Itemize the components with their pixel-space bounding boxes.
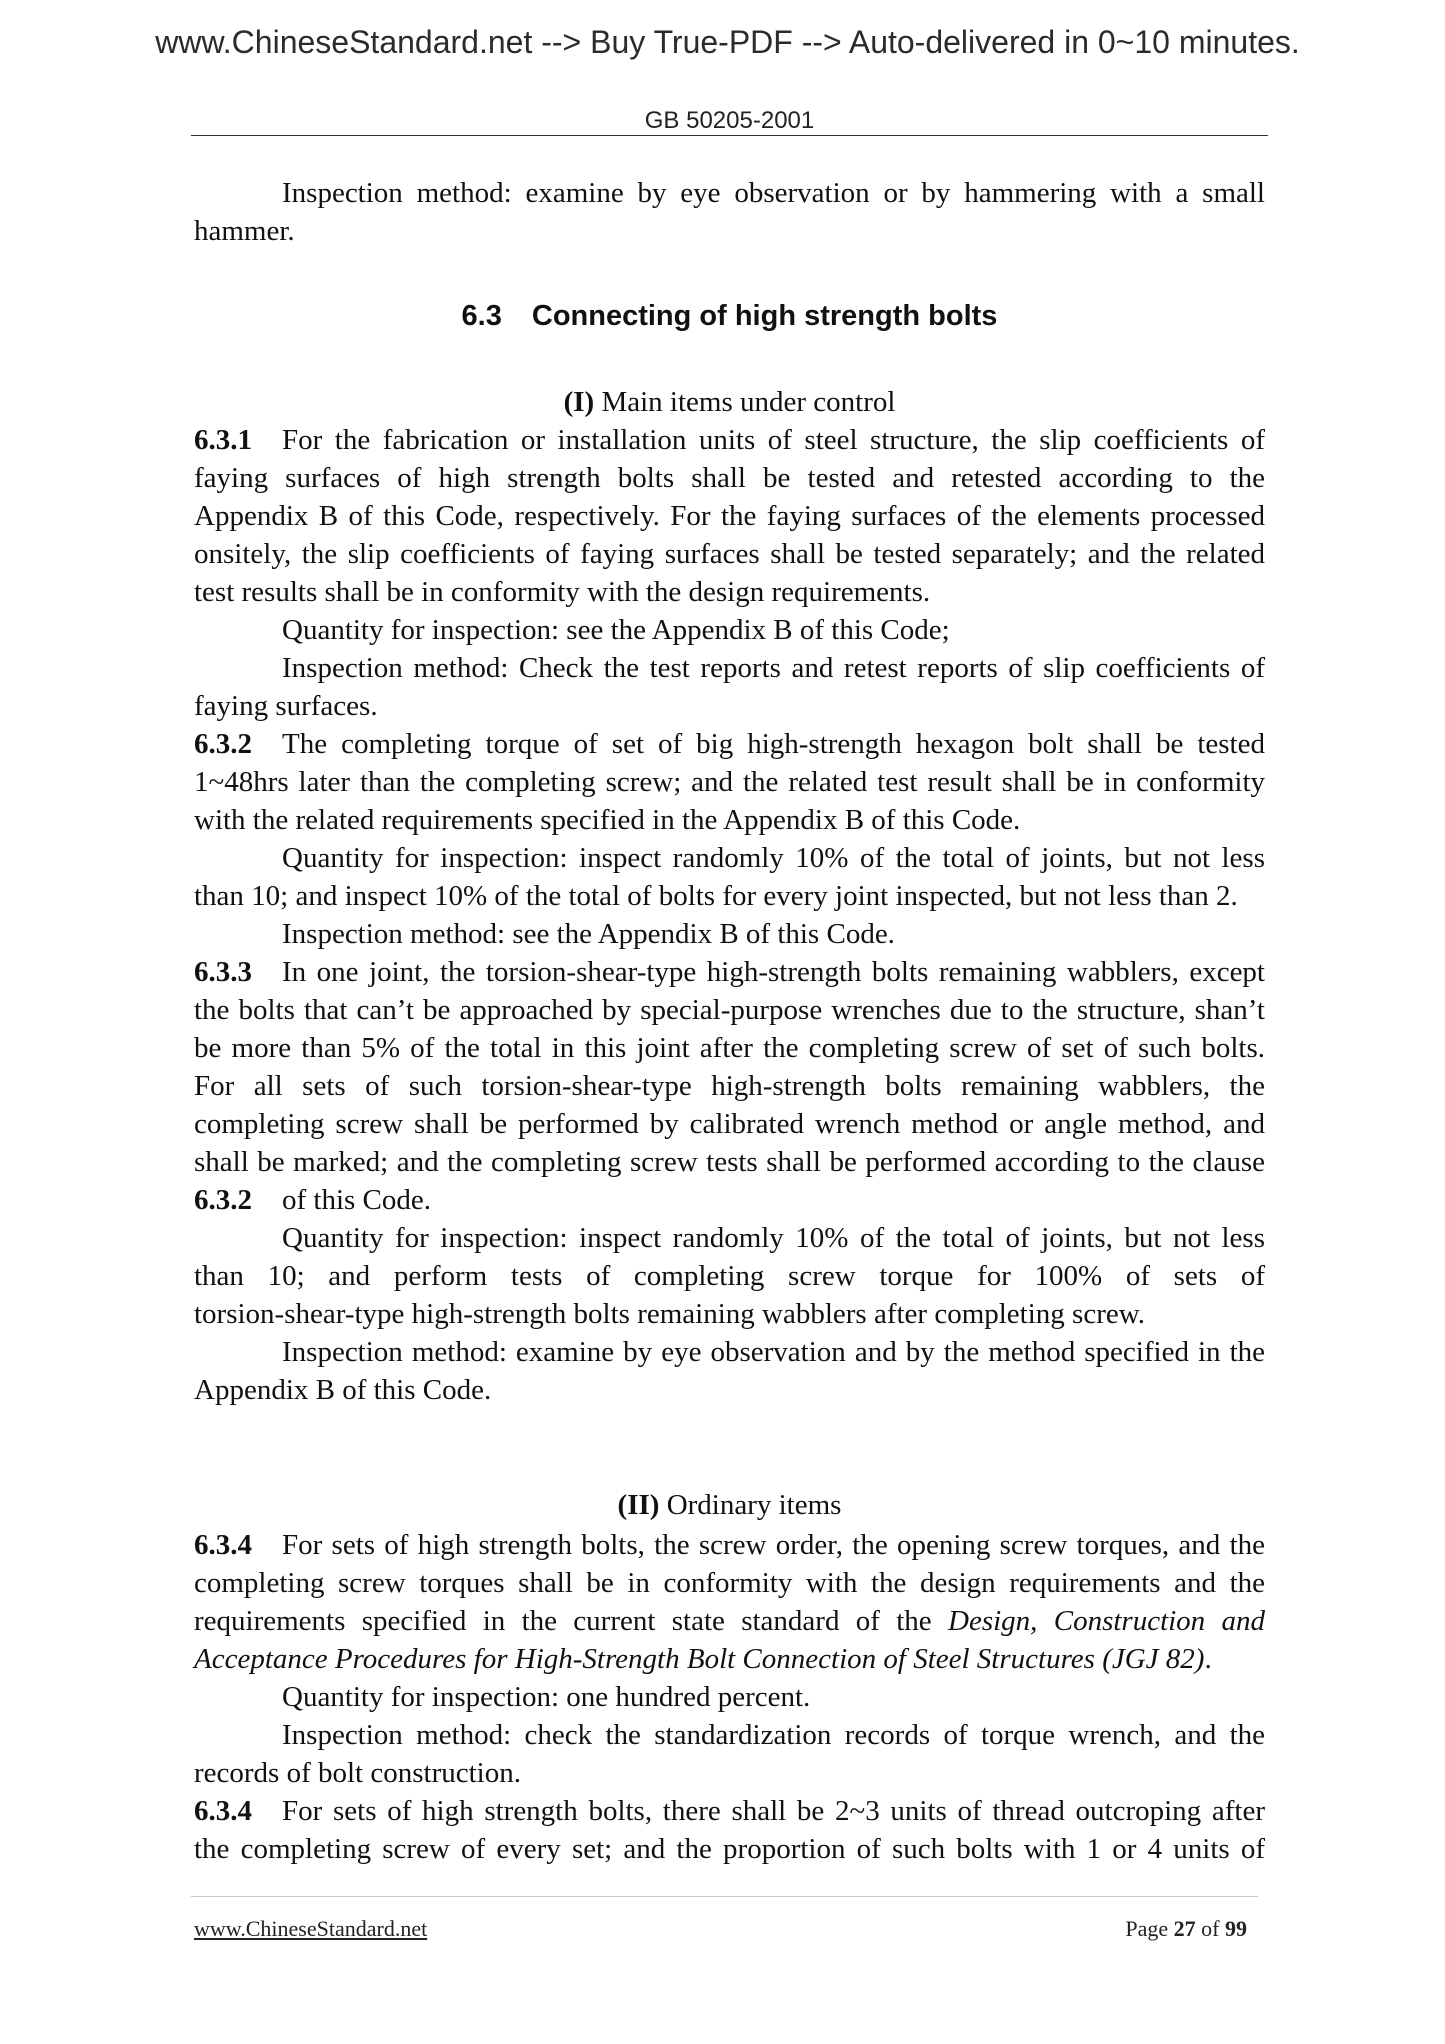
text-line: than 10; and perform tests of completing screw torque for 100% of sets of <box>194 1260 1265 1292</box>
section-heading <box>194 297 1265 335</box>
text-line: records of bolt construction. <box>194 1757 521 1789</box>
text-line: torsion-shear-type high-strength bolts remaining wabblers after completing screw. <box>194 1298 1146 1330</box>
clause-text: In one joint, the torsion-shear-type high-strength bolts remaining wabblers, except <box>282 956 1265 988</box>
inspection-method: Inspection method: see the Appendix B of this Code. <box>282 918 895 950</box>
text-line: test results shall be in conformity with the design requirements. <box>194 576 931 608</box>
inspection-quantity: Quantity for inspection: inspect randomly 10% of the total of joints, but not less <box>282 842 1265 874</box>
clause-first-line <box>194 953 1265 991</box>
inspection-quantity: Quantity for inspection: see the Appendix B of this Code; <box>282 614 950 646</box>
text-line: 1~48hrs later than the completing screw; and the related test result shall be in conformity <box>194 766 1265 798</box>
standard-title: Design, Construction and <box>948 1605 1265 1637</box>
clause-text: For the fabrication or installation units of steel structure, the slip coefficients of <box>282 424 1265 456</box>
clause-number: 6.3.4 <box>194 1529 252 1561</box>
text-line: completing screw torques shall be in conformity with the design requirements and the <box>194 1567 1265 1599</box>
text-line: than 10; and inspect 10% of the total of bolts for every joint inspected, but not less than 2. <box>194 880 1238 912</box>
footer <box>194 1915 1247 1943</box>
main-items-body <box>194 421 1265 1409</box>
clause-first-line <box>194 1526 1265 1564</box>
clause-text: of this Code. <box>282 1184 432 1216</box>
text-line: shall be marked; and the completing screw tests shall be performed according to the clause <box>194 1146 1265 1178</box>
text-line <box>194 1602 1265 1640</box>
inspection-method: Inspection method: examine by eye observation and by the method specified in the <box>282 1336 1265 1368</box>
clause-reference: 6.3.2 <box>194 1184 252 1216</box>
main-items-title: Main items under control <box>601 386 896 418</box>
main-items-label: (I) <box>563 386 595 418</box>
text-line: Appendix B of this Code, respectively. For the faying surfaces of the elements processed <box>194 500 1265 532</box>
clause-number: 6.3.2 <box>194 728 252 760</box>
header-banner: www.ChineseStandard.net --> Buy True-PDF --> Auto-delivered in 0~10 minutes. <box>155 24 1300 60</box>
standard-title: Acceptance Procedures for High-Strength Bolt Connection of Steel Structures (JGJ 82) <box>194 1643 1205 1675</box>
text-line: hammer. <box>194 215 295 247</box>
text-line: Appendix B of this Code. <box>194 1374 492 1406</box>
clause-first-line <box>194 725 1265 763</box>
clause-first-line <box>194 1792 1265 1830</box>
inspection-quantity: Quantity for inspection: inspect randomly 10% of the total of joints, but not less <box>282 1222 1265 1254</box>
footer-divider <box>191 1896 1258 1897</box>
clause-number: 6.3.4 <box>194 1795 252 1827</box>
footer-site-link[interactable]: www.ChineseStandard.net <box>194 1916 428 1941</box>
total-pages: 99 <box>1225 1916 1247 1941</box>
text-line: completing screw shall be performed by calibrated wrench method or angle method, and <box>194 1108 1265 1140</box>
text-line: faying surfaces. <box>194 690 378 722</box>
clause-text: For sets of high strength bolts, there shall be 2~3 units of thread outcroping after <box>282 1795 1265 1827</box>
text-line: with the related requirements specified in the Appendix B of this Code. <box>194 804 1021 836</box>
clause-text: . <box>1204 1643 1212 1675</box>
inspection-method: Inspection method: Check the test reports and retest reports of slip coefficients of <box>282 652 1265 684</box>
clause-text: requirements specified in the current state standard of the <box>194 1605 932 1637</box>
text-line: onsitely, the slip coefficients of faying surfaces shall be tested separately; and the related <box>194 538 1265 570</box>
header-divider <box>191 135 1268 136</box>
text-line: faying surfaces of high strength bolts shall be tested and retested according to the <box>194 462 1265 494</box>
inspection-quantity: Quantity for inspection: one hundred percent. <box>282 1681 811 1713</box>
page-label: Page <box>1125 1916 1169 1941</box>
text-line: the bolts that can’t be approached by special-purpose wrenches due to the structure, shan’t <box>194 994 1265 1026</box>
inspection-method: Inspection method: check the standardization records of torque wrench, and the <box>282 1719 1265 1751</box>
page-of-label: of <box>1201 1916 1220 1941</box>
clause-number: 6.3.3 <box>194 956 252 988</box>
clause-text: For sets of high strength bolts, the screw order, the opening screw torques, and the <box>282 1529 1265 1561</box>
text-line: be more than 5% of the total in this joint after the completing screw of set of such bolts. <box>194 1032 1265 1064</box>
section-number: 6.3 <box>461 300 502 332</box>
text-line: For all sets of such torsion-shear-type high-strength bolts remaining wabblers, the <box>194 1070 1265 1102</box>
ordinary-items-heading <box>194 1486 1265 1524</box>
main-items-heading <box>194 383 1265 421</box>
clause-reference-line <box>194 1181 1265 1219</box>
ordinary-items-label: (II) <box>617 1489 660 1521</box>
text-line <box>194 1640 1265 1678</box>
intro-paragraph <box>194 174 1265 250</box>
page-indicator <box>1125 1915 1247 1943</box>
ordinary-items-title: Ordinary items <box>666 1489 842 1521</box>
text-line: Inspection method: examine by eye observation or by hammering with a small <box>282 177 1265 209</box>
current-page: 27 <box>1173 1916 1196 1941</box>
clause-text: The completing torque of set of big high-strength hexagon bolt shall be tested <box>282 728 1265 760</box>
ordinary-items-body <box>194 1526 1265 1868</box>
text-line: the completing screw of every set; and the proportion of such bolts with 1 or 4 units of <box>194 1833 1265 1865</box>
clause-first-line <box>194 421 1265 459</box>
section-title: Connecting of high strength bolts <box>531 300 998 332</box>
standard-code: GB 50205-2001 <box>644 107 815 134</box>
clause-number: 6.3.1 <box>194 424 252 456</box>
